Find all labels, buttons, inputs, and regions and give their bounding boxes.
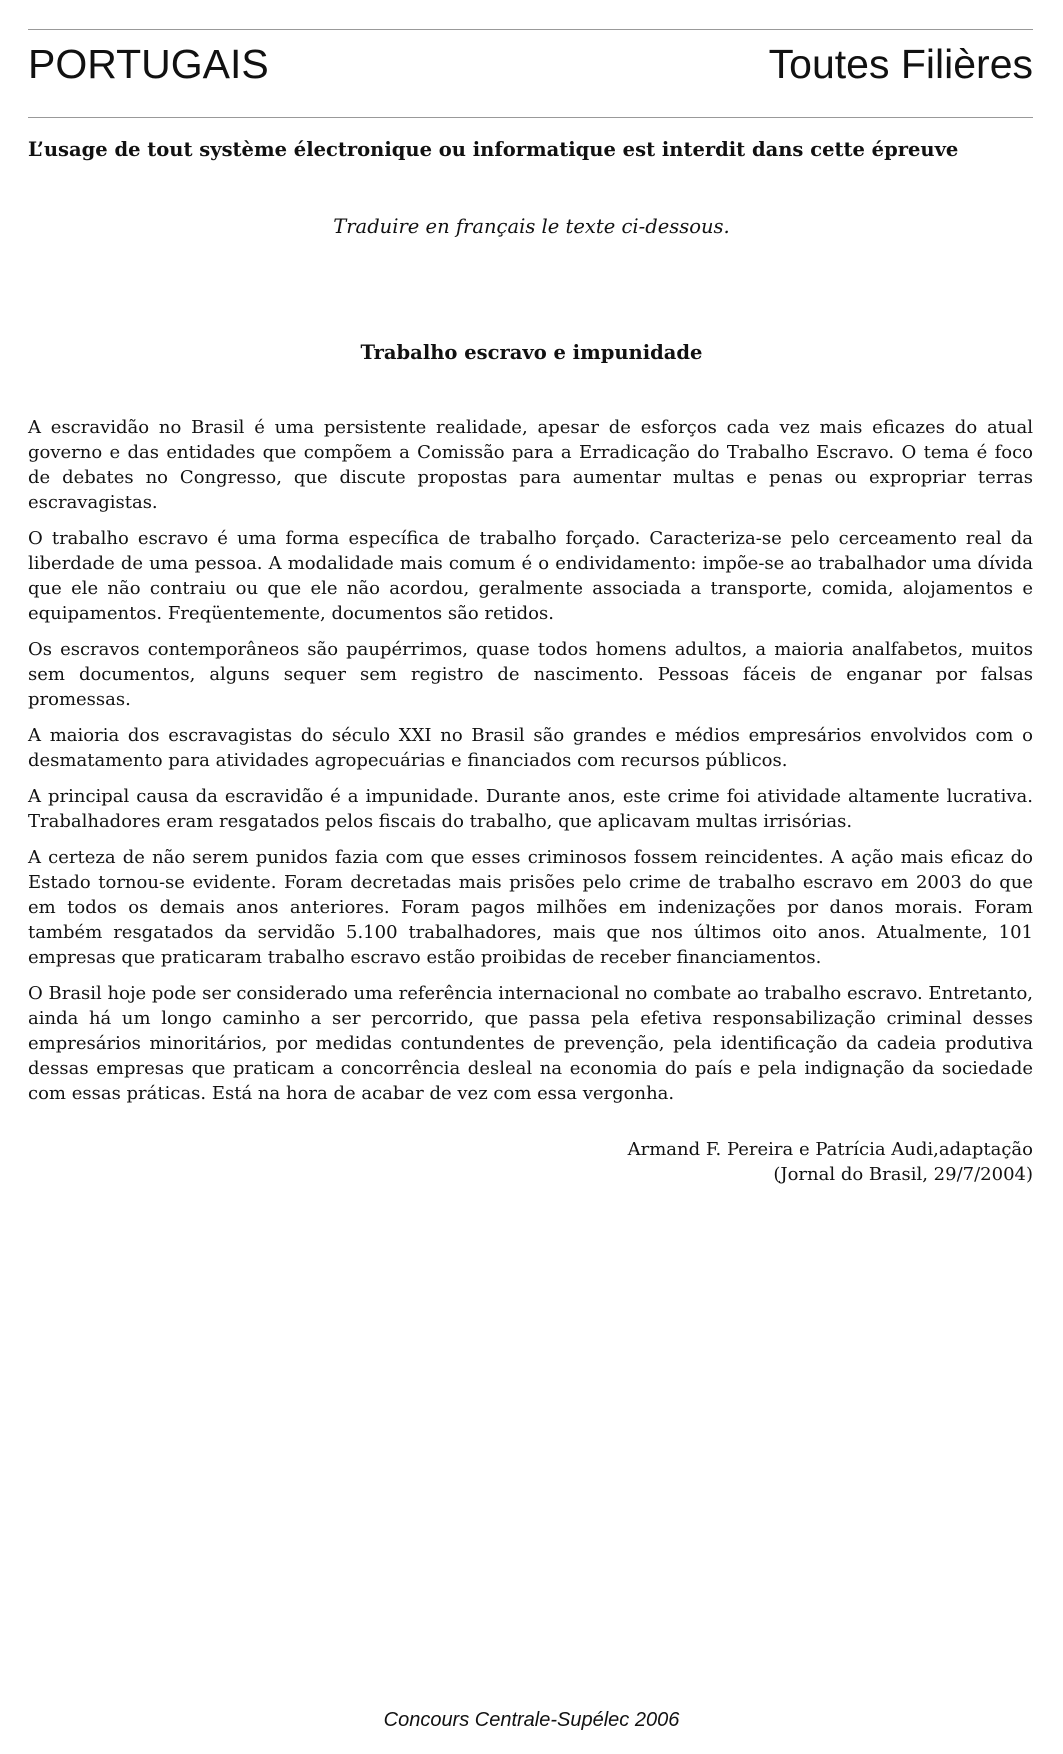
paragraph-4: A maioria dos escravagistas do século XXI no Brasil são grandes e médios empresários envolvidos com o desmatamento para atividades agropecuárias e financiados com recursos públicos. [28,725,1033,771]
text-body [28,415,1033,1117]
top-divider [28,29,1033,30]
paragraph-3: Os escravos contemporâneos são paupérrimos, quase todos homens adultos, a maioria analfabetos, muitos sem documentos, alguns sequer sem registro de nascimento. Pessoas fáceis de enganar por falsas promessas. [28,639,1033,710]
footer-exam-name: Concours Centrale-Supélec 2006 [383,1709,680,1731]
paragraph-7: O Brasil hoje pode ser considerado uma referência internacional no combate ao trabalho escravo. Entretanto, ainda há um longo caminho a ser percorrido, que passa pela efetiva responsabilização criminal desses empresários minoritários, por medidas contundentes de prevenção, pela identificação da cadeia produtiva dessas empresas que praticam a concorrência desleal na economia do país e pela indignação da sociedade com essas práticas. Está na hora de acabar de vez com essa vergonha. [28,983,1033,1104]
header-divider [28,117,1033,118]
attribution-source: (Jornal do Brasil, 29/7/2004) [773,1164,1033,1185]
attribution-authors: Armand F. Pereira e Patrícia Audi,adaptação [627,1139,1033,1160]
electronic-devices-warning: L’usage de tout système électronique ou informatique est interdit dans cette épreuve [28,138,959,161]
paragraph-2: O trabalho escravo é uma forma específica de trabalho forçado. Caracteriza-se pelo cerceamento real da liberdade de uma pessoa. A modalidade mais comum é o endividamento: impõe-se ao trabalhador uma dívida que ele não contraiu ou que ele não acordou, geralmente associada a transporte, comida, alojamentos e equipamentos. Freqüentemente, documentos são retidos. [28,528,1033,624]
translation-instruction: Traduire en français le texte ci-dessous. [333,215,730,238]
attribution [628,1137,1033,1187]
paragraph-5: A principal causa da escravidão é a impunidade. Durante anos, este crime foi atividade altamente lucrativa. Trabalhadores eram resgatados pelos fiscais do trabalho, que aplicavam multas irrisórias. [28,786,1033,832]
paragraph-1: A escravidão no Brasil é uma persistente realidade, apesar de esforços cada vez mais eficazes do atual governo e das entidades que compõem a Comissão para a Erradicação do Trabalho Escravo. O tema é foco de debates no Congresso, que discute propostas para aumentar multas e penas ou expropriar terras escravagistas. [28,417,1033,513]
paragraph-6: A certeza de não serem punidos fazia com que esses criminosos fossem reincidentes. A ação mais eficaz do Estado tornou-se evidente. Foram decretadas mais prisões pelo crime de trabalho escravo em 2003 do que em todos os demais anos anteriores. Foram pagos milhões em indenizações por danos morais. Foram também resgatados da servidão 5.100 trabalhadores, mais que nos últimos oito anos. Atualmente, 101 empresas que praticaram trabalho escravo estão proibidas de receber financiamentos. [28,847,1033,968]
subject-title: PORTUGAIS [28,41,269,87]
filiere-label: Toutes Filières [768,41,1033,87]
text-title: Trabalho escravo e impunidade [360,341,703,364]
